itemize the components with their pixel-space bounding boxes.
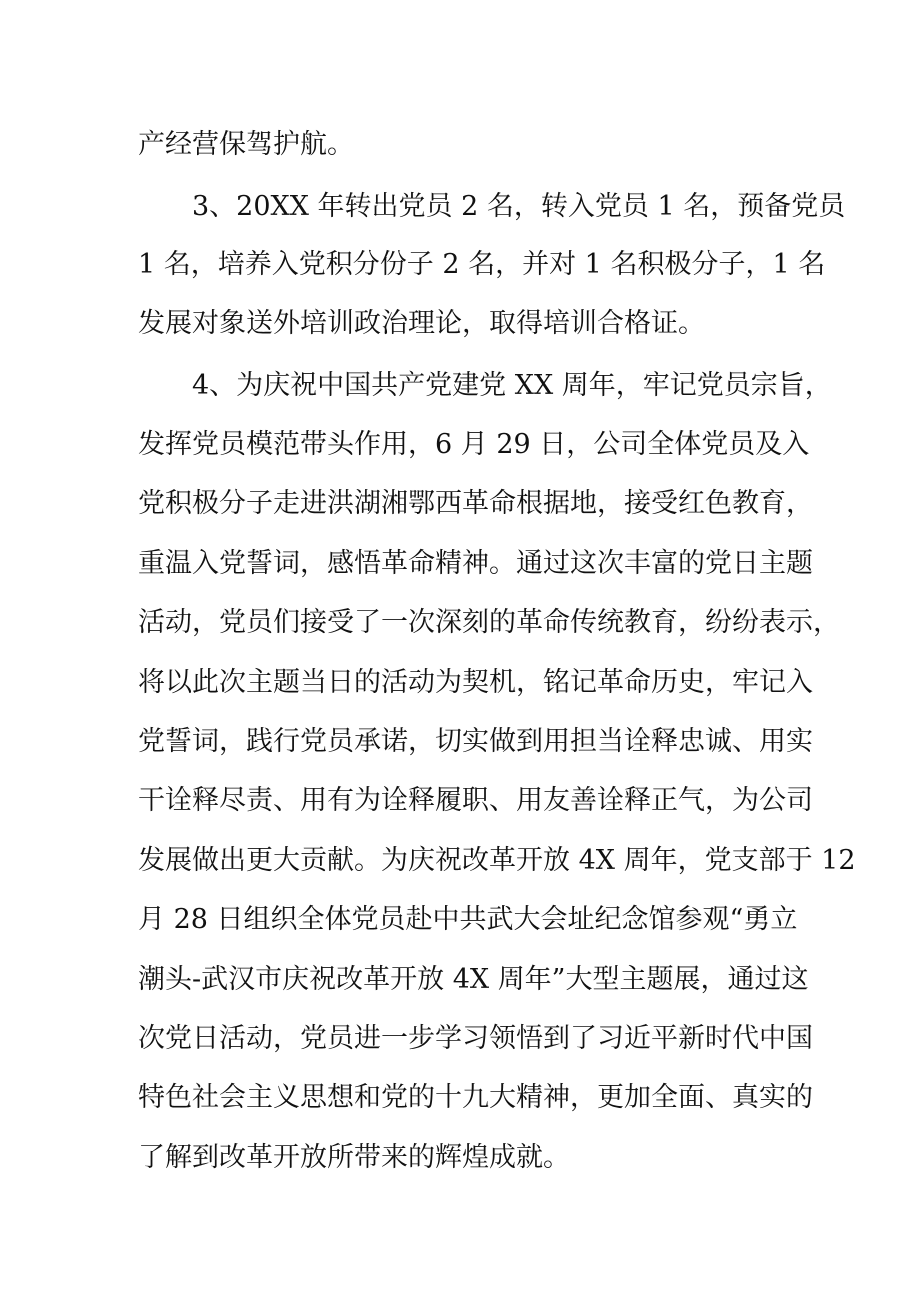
text-line: 发挥党员模范带头作用，6 月 29 日，公司全体党员及入 bbox=[138, 429, 810, 460]
text-line: 党誓词，践行党员承诺，切实做到用担当诠释忠诚、用实 bbox=[138, 726, 813, 757]
text-line: 发展做出更大贡献。为庆祝改革开放 4X 周年，党支部于 12 bbox=[138, 845, 856, 876]
text-line: 重温入党誓词，感悟革命精神。通过这次丰富的党日主题 bbox=[138, 548, 813, 579]
text-line: 1 名，培养入党积分份子 2 名，并对 1 名积极分子，1 名 bbox=[138, 249, 826, 280]
text-line: 4、为庆祝中国共产党建党 XX 周年，牢记党员宗旨， bbox=[192, 370, 832, 401]
text-line: 3、20XX 年转出党员 2 名，转入党员 1 名，预备党员 bbox=[192, 191, 846, 222]
text-line: 活动，党员们接受了一次深刻的革命传统教育，纷纷表示， bbox=[138, 607, 840, 638]
text-line: 了解到改革开放所带来的辉煌成就。 bbox=[138, 1142, 570, 1173]
text-line: 次党日活动，党员进一步学习领悟到了习近平新时代中国 bbox=[138, 1023, 813, 1054]
text-line: 月 28 日组织全体党员赴中共武大会址纪念馆参观“勇立 bbox=[138, 904, 798, 935]
text-line: 发展对象送外培训政治理论，取得培训合格证。 bbox=[138, 308, 705, 339]
text-line: 党积极分子走进洪湖湘鄂西革命根据地，接受红色教育， bbox=[138, 488, 813, 519]
text-line: 潮头-武汉市庆祝改革开放 4X 周年”大型主题展，通过这 bbox=[138, 964, 809, 995]
text-line: 将以此次主题当日的活动为契机，铭记革命历史，牢记入 bbox=[138, 667, 813, 698]
text-line: 特色社会主义思想和党的十九大精神，更加全面、真实的 bbox=[138, 1082, 813, 1113]
text-line: 干诠释尽责、用有为诠释履职、用友善诠释正气，为公司 bbox=[138, 785, 813, 816]
text-line: 产经营保驾护航。 bbox=[138, 129, 354, 160]
